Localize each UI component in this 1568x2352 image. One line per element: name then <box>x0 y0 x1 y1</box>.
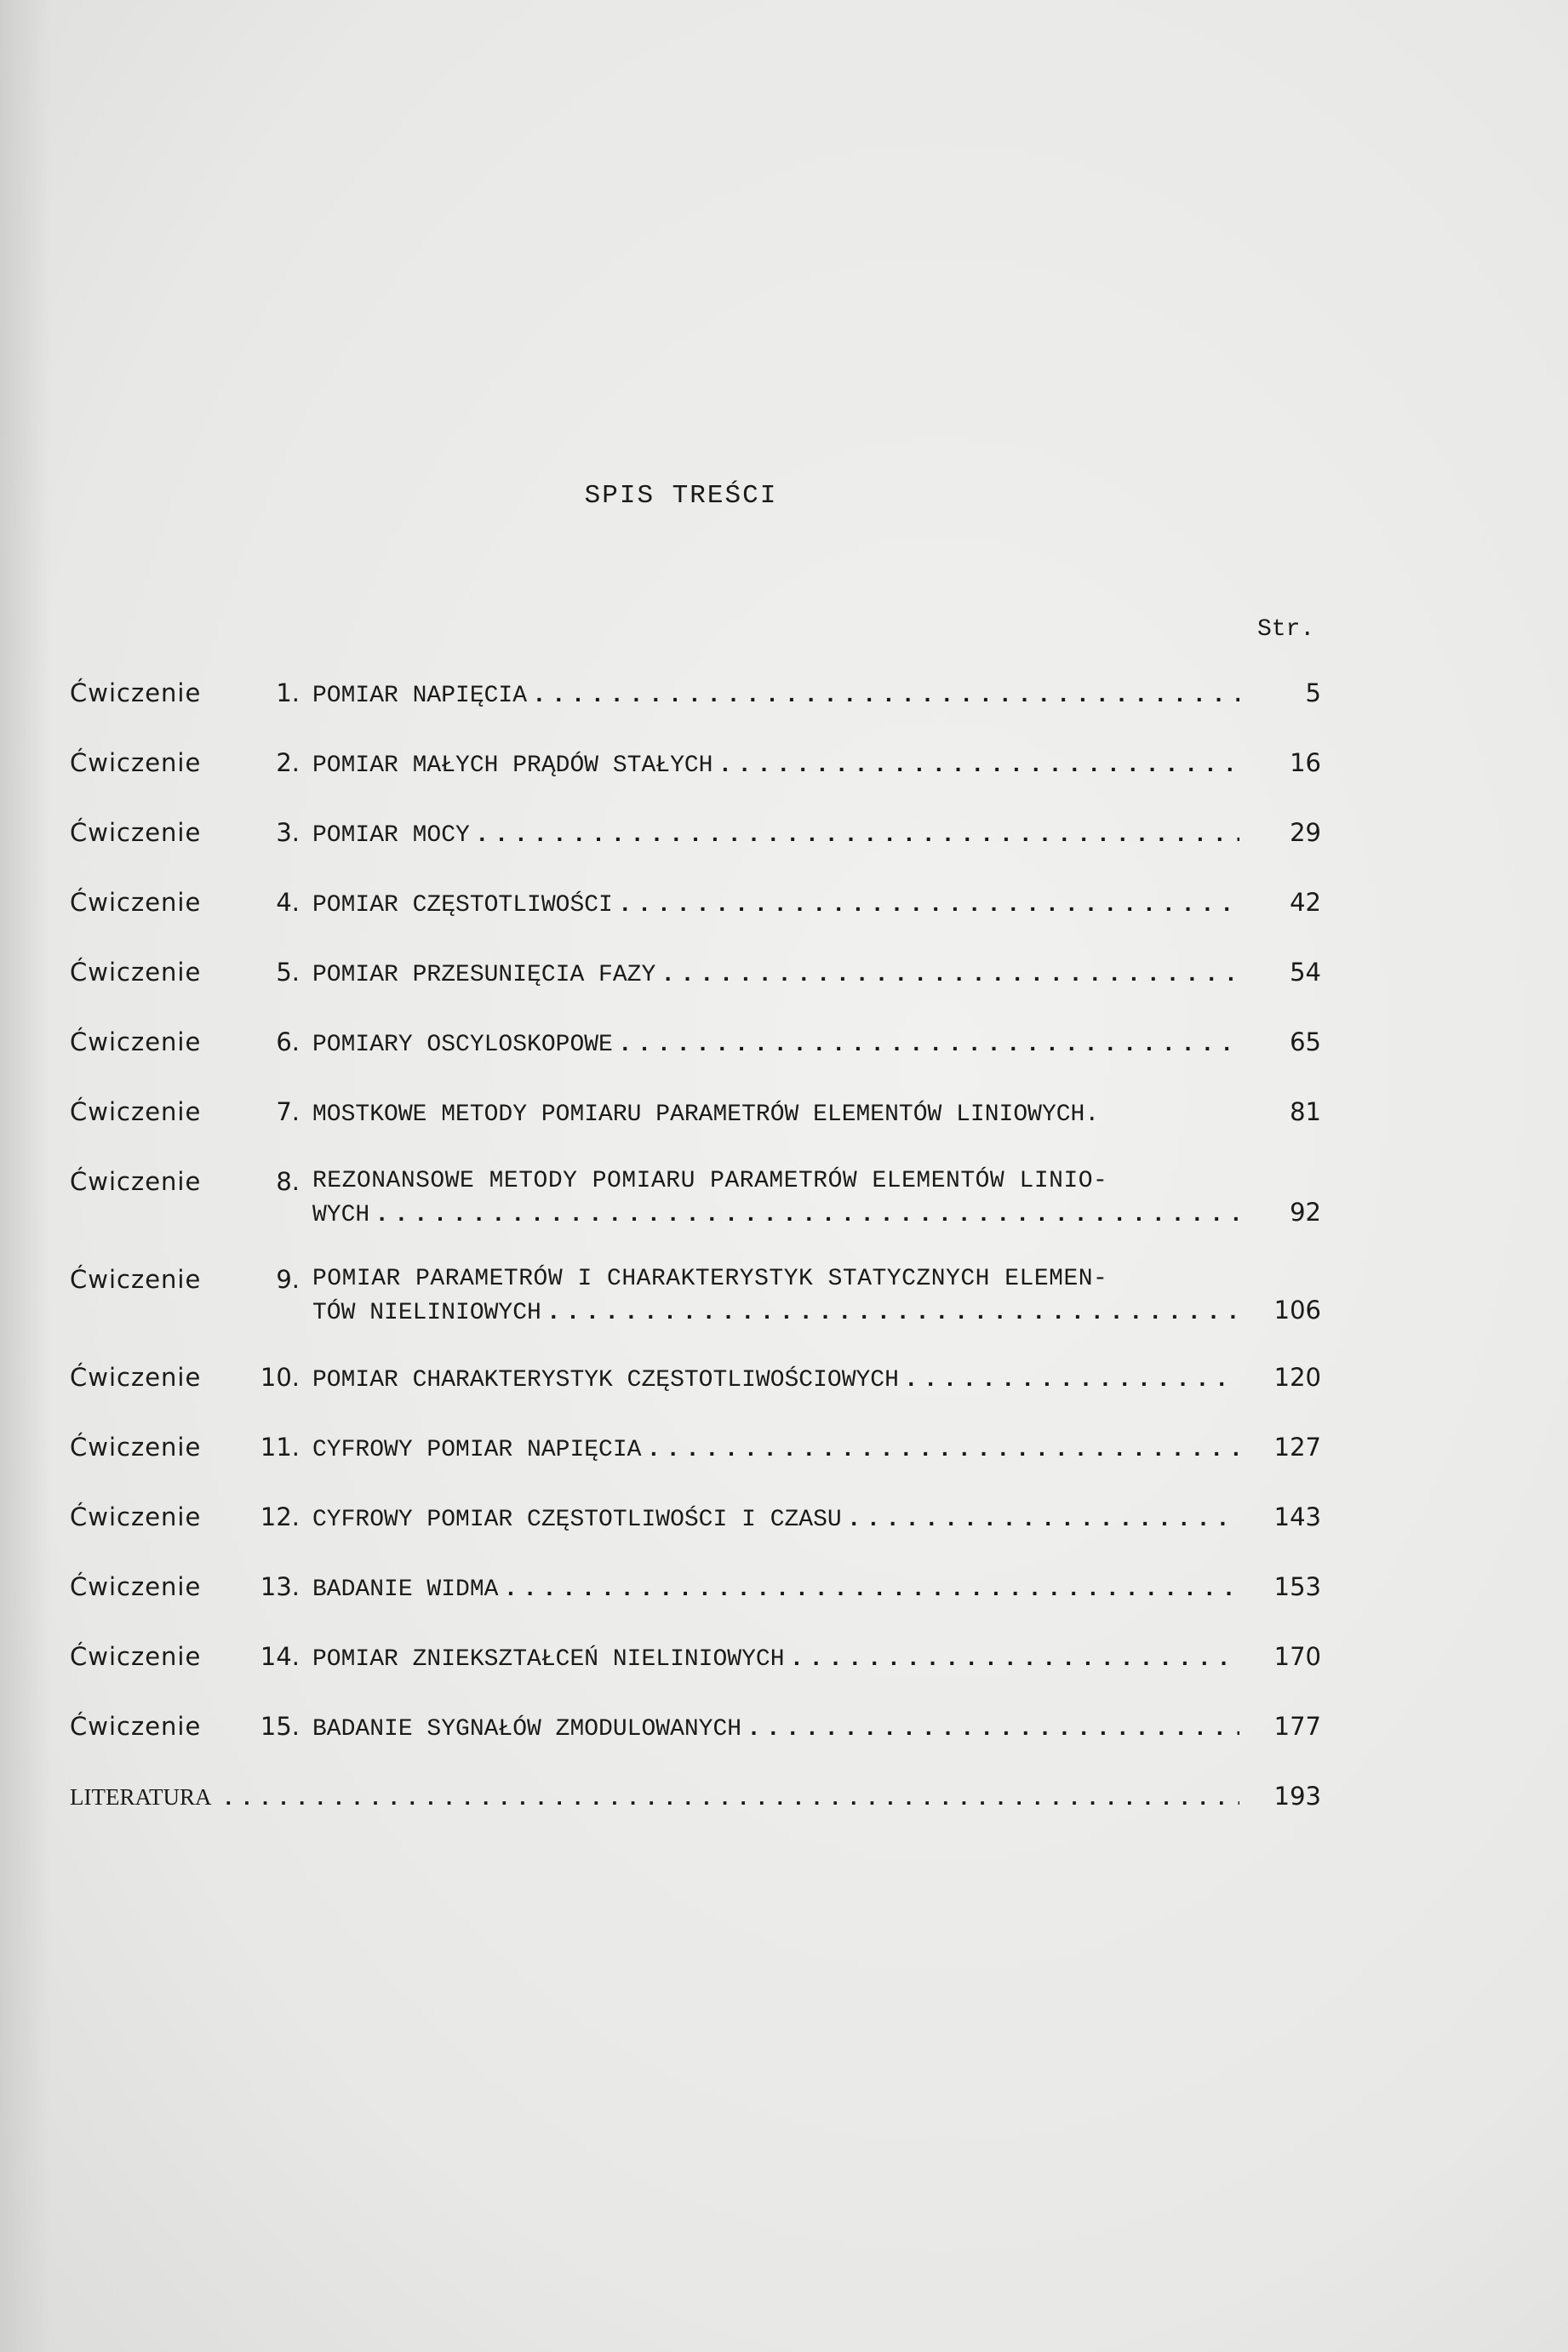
entry-label: Ćwiczenie <box>70 748 202 777</box>
entry-page: 153 <box>1273 1572 1321 1601</box>
entry-label: Ćwiczenie <box>70 888 202 917</box>
entry-title-line-2: WYCH <box>312 1202 370 1228</box>
dot-leader <box>221 1786 1239 1811</box>
entry-label: Ćwiczenie <box>70 818 202 847</box>
toc-entry-literature[interactable] <box>70 1782 1321 1811</box>
entry-page: 127 <box>1273 1433 1321 1462</box>
entry-title-line-1: REZONANSOWE METODY POMIARU PARAMETRÓW ELEMENTÓW LINIO- <box>312 1168 1108 1194</box>
dot-leader <box>661 961 1239 990</box>
dot-leader <box>547 1299 1239 1328</box>
dot-leader <box>618 891 1239 920</box>
dot-leader <box>375 1201 1239 1230</box>
entry-number: 3. <box>276 818 300 847</box>
entry-number: 8. <box>276 1167 300 1196</box>
dot-leader <box>532 682 1239 711</box>
entry-title-line-2: TÓW NIELINIOWYCH <box>312 1300 541 1326</box>
entry-page: 106 <box>1273 1296 1321 1325</box>
entry-label: Ćwiczenie <box>70 1712 202 1741</box>
entry-title: POMIAR CHARAKTERYSTYK CZĘSTOTLIWOŚCIOWYCH <box>312 1367 899 1393</box>
entry-page: 143 <box>1273 1502 1321 1531</box>
entry-title: POMIAR NAPIĘCIA <box>312 683 528 709</box>
entry-page: 5 <box>1305 678 1321 707</box>
entry-title: POMIAR ZNIEKSZTAŁCEŃ NIELINIOWYCH <box>312 1646 785 1673</box>
dot-leader <box>503 1576 1239 1605</box>
entry-page: 81 <box>1290 1097 1321 1126</box>
dot-leader <box>747 1715 1239 1744</box>
entry-label: Ćwiczenie <box>70 1502 202 1531</box>
entry-number: 13. <box>260 1572 300 1601</box>
entry-title: CYFROWY POMIAR CZĘSTOTLIWOŚCI I CZASU <box>312 1507 842 1533</box>
entry-page: 54 <box>1290 958 1321 987</box>
entry-page: 177 <box>1273 1712 1321 1741</box>
dot-leader <box>618 1031 1239 1060</box>
entry-title: CYFROWY POMIAR NAPIĘCIA <box>312 1437 642 1463</box>
entry-label: Ćwiczenie <box>70 1097 202 1126</box>
entry-number: 5. <box>276 958 300 987</box>
entry-title: POMIAR PRZESUNIĘCIA FAZY <box>312 962 656 988</box>
page-edge-shadow <box>0 0 51 2352</box>
entry-page: 16 <box>1290 748 1321 777</box>
entry-page: 120 <box>1273 1363 1321 1392</box>
entry-number: 7. <box>276 1097 300 1126</box>
dot-leader <box>718 752 1239 781</box>
page-title: SPIS TREŚCI <box>584 481 778 511</box>
entry-label: Ćwiczenie <box>70 1265 202 1294</box>
entry-title: BADANIE SYGNAŁÓW ZMODULOWANYCH <box>312 1716 742 1743</box>
entry-number: 14. <box>260 1642 300 1671</box>
entry-title-line-1: POMIAR PARAMETRÓW I CHARAKTERYSTYK STATYCZNYCH ELEMEN- <box>312 1266 1108 1292</box>
entry-number: 15. <box>260 1712 300 1741</box>
entry-label: Ćwiczenie <box>70 1363 202 1392</box>
literature-title: LITERATURA <box>70 1784 212 1810</box>
dot-leader <box>475 821 1239 850</box>
entry-label: Ćwiczenie <box>70 958 202 987</box>
entry-number: 10. <box>260 1363 300 1392</box>
entry-title: POMIAR MOCY <box>312 822 470 849</box>
entry-page: 65 <box>1290 1027 1321 1056</box>
entry-label: Ćwiczenie <box>70 1027 202 1056</box>
entry-page: 193 <box>1273 1782 1321 1811</box>
page-column-label: Str. <box>1257 616 1315 643</box>
entry-label: Ćwiczenie <box>70 678 202 707</box>
entry-number: 6. <box>276 1027 300 1056</box>
dot-leader <box>904 1366 1239 1395</box>
entry-page: 92 <box>1290 1198 1321 1227</box>
entry-label: Ćwiczenie <box>70 1572 202 1601</box>
dot-leader <box>790 1645 1240 1674</box>
dot-leader <box>847 1506 1239 1535</box>
entry-title: MOSTKOWE METODY POMIARU PARAMETRÓW ELEMENTÓW LINIOWYCH. <box>312 1102 1100 1128</box>
entry-number: 4. <box>276 888 300 917</box>
dot-leader <box>646 1436 1239 1465</box>
entry-label: Ćwiczenie <box>70 1433 202 1462</box>
entry-label: Ćwiczenie <box>70 1167 202 1196</box>
entry-title: POMIARY OSCYLOSKOPOWE <box>312 1032 613 1058</box>
entry-number: 1. <box>276 678 300 707</box>
entry-page: 170 <box>1273 1642 1321 1671</box>
entry-number: 12. <box>260 1502 300 1531</box>
entry-title: POMIAR MAŁYCH PRĄDÓW STAŁYCH <box>312 753 713 779</box>
entry-number: 11. <box>260 1433 300 1462</box>
entry-title: POMIAR CZĘSTOTLIWOŚCI <box>312 892 613 918</box>
entry-page: 29 <box>1290 818 1321 847</box>
entry-title: BADANIE WIDMA <box>312 1577 499 1603</box>
entry-number: 9. <box>276 1265 300 1294</box>
entry-number: 2. <box>276 748 300 777</box>
entry-label: Ćwiczenie <box>70 1642 202 1671</box>
entry-page: 42 <box>1290 888 1321 917</box>
